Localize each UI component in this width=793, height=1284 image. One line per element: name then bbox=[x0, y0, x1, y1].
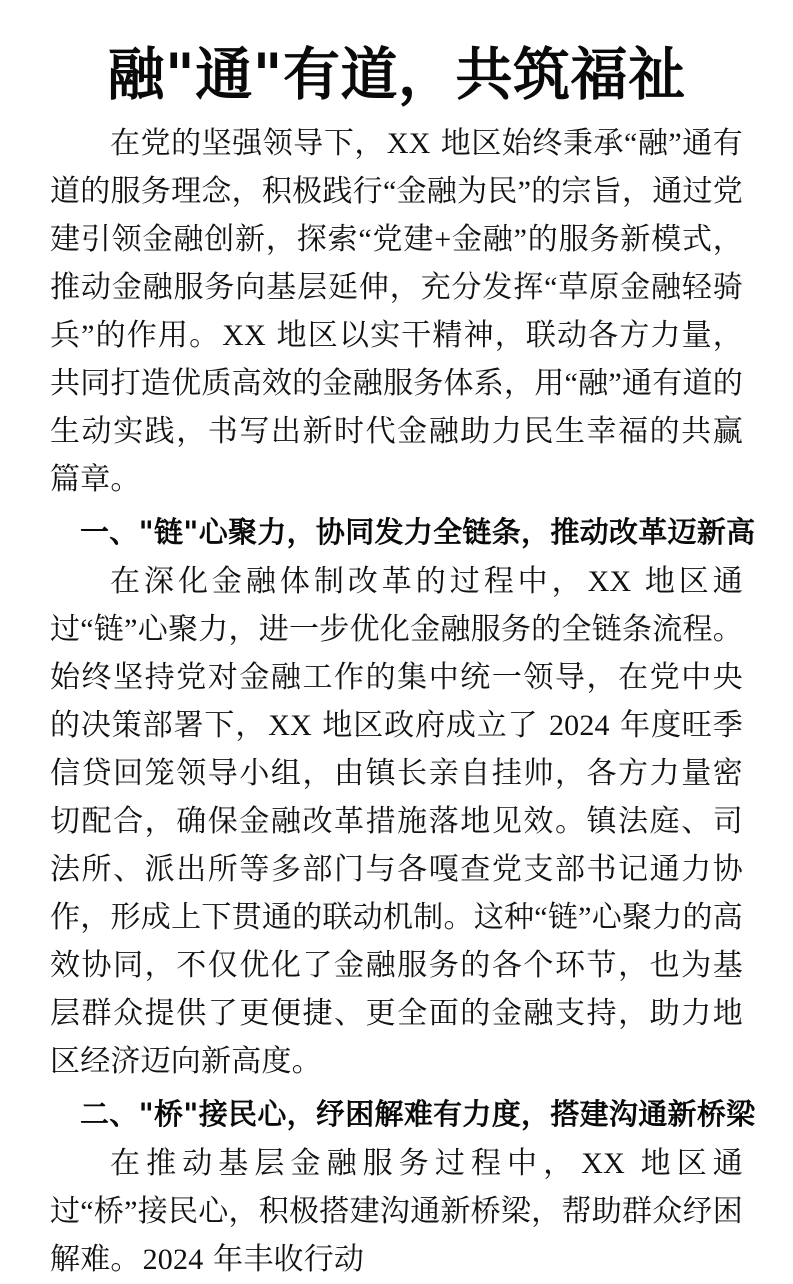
page-title: 融"通"有道，共筑福祉 bbox=[107, 42, 686, 108]
paragraph-intro: 在党的坚强领导下，XX 地区始终秉承“融”通有道的服务理念，积极践行“金融为民”的宗旨，通过党建引领金融创新，探索“党建+金融”的服务新模式，推动金融服务向基层延伸，充分发挥“草原金融轻骑兵”的作用。XX 地区以实干精神，联动各方力量，共同打造优质高效的金融服务体系，用“融”通有道的生动实践，书写出新时代金融助力民生幸福的共赢篇章。 bbox=[50, 127, 744, 496]
section-heading-one: 一、"链"心聚力，协同发力全链条，推动改革迈新高 bbox=[80, 515, 756, 549]
paragraph-section-two: 在推动基层金融服务过程中，XX 地区通过“桥”接民心，积极搭建沟通新桥梁，帮助群众纾困解难。2024 年丰收行动 bbox=[50, 1147, 743, 1276]
paragraph-section-one: 在深化金融体制改革的过程中，XX 地区通过“链”心聚力，进一步优化金融服务的全链条流程。始终坚持党对金融工作的集中统一领导，在党中央的决策部署下，XX 地区政府成立了 2024 年度旺季信贷回笼领导小组，由镇长亲自挂帅，各方力量密切配合，确保金融改革措施落地见效。镇法庭、司法所、派出所等多部门与各嘎查党支部书记通力协作，形成上下贯通的联动机制。这种“链”心聚力的高效协同，不仅优化了金融服务的各个环节，也为基层群众提供了更便捷、更全面的金融支持，助力地区经济迈向新高度。 bbox=[50, 565, 743, 1078]
section-heading-two: 二、"桥"接民心，纾困解难有力度，搭建沟通新桥梁 bbox=[80, 1097, 756, 1131]
